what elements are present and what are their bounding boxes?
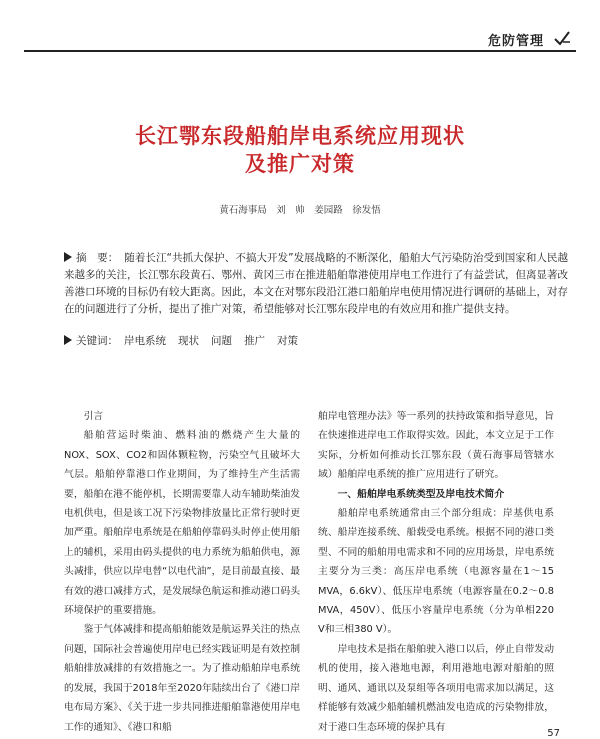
intro-heading: 引言 <box>83 411 104 422</box>
body-column-right <box>318 407 554 737</box>
keyword: 问题 <box>211 335 232 347</box>
authors: 黄石海事局 刘 帅 姜园路 徐发悟 <box>219 205 381 216</box>
abstract-label: 摘 要： <box>76 252 119 264</box>
keywords-label: 关键词： <box>76 335 118 347</box>
header-rule <box>24 50 576 52</box>
body-paragraph: 船舶营运时柴油、燃料油的燃烧产生大量的NOX、SOX、CO2和固体颗粒物，污染空气且破坏大气层。船舶停靠港口作业期间，为了维持生产生活需要，船舶在港不能停机，长期需要靠人动车辅助柴油发电机供电，但是该工况下污染物排放量比正常行驶时更加严重。船舶岸电系统是在船舶停靠码头时停止使用船上的辅机，采用由码头提供的电力系统为船舶供电，源头减排，供应以岸电替“以电代油”，是目前最直接、最有效的港口减排方式，是发展绿色航运和推动港口码头环境保护的重要措施。 <box>64 430 300 617</box>
triangle-bullet-icon <box>64 335 72 345</box>
keyword: 现状 <box>178 335 199 347</box>
keyword: 岸电系统 <box>124 335 166 347</box>
section-heading: 一、船舶岸电系统类型及岸电技术简介 <box>337 488 505 500</box>
abstract-text: 随着长江“共抓大保护、不搞大开发”发展战略的不断深化，船舶大气污染防治受到国家和人民越来越多的关注，长江鄂东段黄石、鄂州、黄冈三市在推进船舶靠港使用岸电工作进行了有益尝试，但离显著改善港口环境的目标仍有较大距离。因此，本文在对鄂东段沿江港口船舶岸电使用情况进行调研的基础上，对存在的问题进行了分析，提出了推广对策，希望能够对长江鄂东段岸电的有效应用和推广提供支持。 <box>64 252 568 315</box>
pen-check-icon <box>552 28 572 48</box>
keyword: 推广 <box>244 335 265 347</box>
section-label: 危防管理 <box>487 34 544 49</box>
article-title-line1: 长江鄂东段船舶岸电系统应用现状 <box>135 124 465 148</box>
body-paragraph: 鉴于气体减排和提高船舶能效是航运界关注的热点问题，国际社会普遍使用岸电已经实践证明是有效控制船舶排放减排的有效措施之一。为了推动船舶岸电系统的发展，我国于2018年至2020年陆续出台了《港口岸电布局方案》、《关于进一步共同推进船舶靠港使用岸电工作的通知》、《港口和船 <box>64 624 301 733</box>
body-paragraph: 岸电技术是指在船舶驶入港口以后，停止自带发动机的使用，接入港地电源，利用港地电源对船舶的照明、通风、通讯以及泵组等各项用电需求加以满足，这样能够有效减少船舶辅机燃油发电造成的污染物排放，对于港口生态环境的保护具有 <box>318 643 554 733</box>
body-paragraph: 舶岸电管理办法》等一系列的扶持政策和指导意见，旨在快速推进岸电工作取得实效。因此，本文立足于工作实际，分析如何推动长江鄂东段（黄石海事局管辖水域）船舶岸电系统的推广应用进行了研究。 <box>318 411 554 481</box>
body-column-left <box>64 407 300 737</box>
article-title-line2: 及推广对策 <box>245 152 355 176</box>
triangle-bullet-icon <box>64 252 72 262</box>
abstract <box>64 250 568 318</box>
page-number: 57 <box>547 728 560 739</box>
keywords <box>64 333 568 348</box>
body-paragraph: 船舶岸电系统通常由三个部分组成：岸基供电系统、船岸连接系统、船载受电系统。根据不同的港口类型、不同的船舶用电需求和不同的应用场景，岸电系统主要分为三类：高压岸电系统（电源容量在1～15 MVA，6.6kV）、低压岸电系统（电源容量在0.2～0.8 MVA，450V）、低压小容量岸电系统（分为单相220 V和三相380 V）。 <box>318 508 554 636</box>
keyword: 对策 <box>277 335 298 347</box>
